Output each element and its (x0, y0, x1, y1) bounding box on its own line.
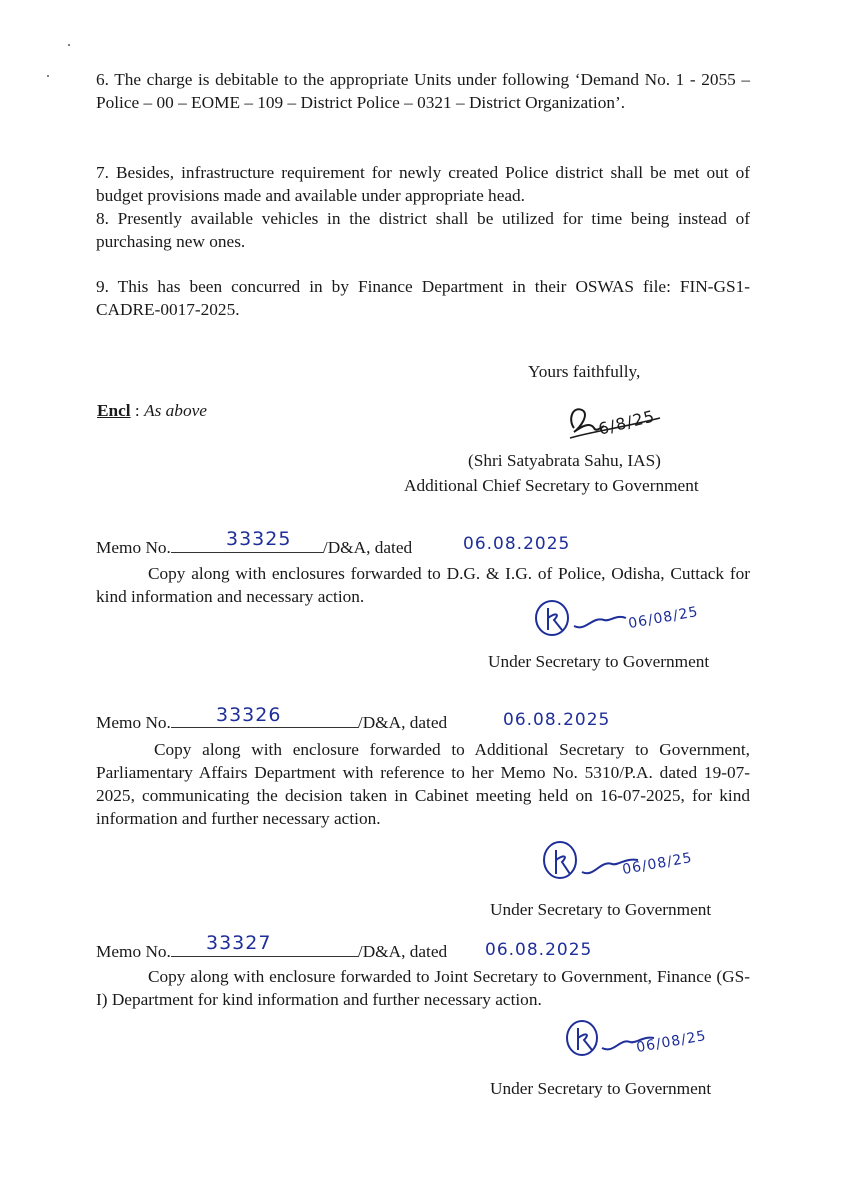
memo-1-date: 06.08.2025 (463, 534, 571, 554)
memo-1-signed-by: Under Secretary to Government (488, 652, 710, 671)
acs-signature-date: 6/8/25 (596, 406, 657, 439)
signatory-designation: Additional Chief Secretary to Government (404, 476, 699, 495)
scan-speck (68, 44, 70, 46)
enclosure-value: As above (144, 401, 207, 420)
memo-2-signed-by: Under Secretary to Government (490, 900, 712, 919)
memo-1-suffix: /D&A, dated (322, 538, 413, 557)
enclosure-line (97, 401, 207, 421)
memo-3-signed-by: Under Secretary to Government (490, 1079, 712, 1098)
memo-3-date: 06.08.2025 (485, 940, 593, 960)
memo-2-body: Copy along with enclosure forwarded to Additional Secretary to Government, Parliamentary Affairs Department with reference to her Memo No. 5310/P.A. dated 19-07-2025, communicating the decision taken in Cabinet meeting held on 16-07-2025, for kind information and further necessary action. (96, 740, 750, 828)
signatory-name: (Shri Satyabrata Sahu, IAS) (468, 451, 661, 470)
memo-3-header (96, 942, 447, 962)
scan-speck (47, 75, 49, 77)
enclosure-separator: : (130, 401, 145, 420)
memo-2-number: 33326 (216, 704, 282, 726)
memo-1-number: 33325 (226, 528, 292, 550)
memo-3-suffix: /D&A, dated (357, 942, 448, 961)
memo-3-number: 33327 (206, 932, 272, 954)
memo-2-date: 06.08.2025 (503, 710, 611, 730)
memo-1-signature-icon (530, 596, 640, 644)
memo-2-prefix: Memo No. (96, 713, 171, 732)
memo-1-signature-date: 06/08/25 (627, 603, 700, 633)
memo-3-prefix: Memo No. (96, 942, 171, 961)
memo-1-prefix: Memo No. (96, 538, 171, 557)
paragraph-7: 7. Besides, infrastructure requirement for newly created Police district shall be met out of budget provisions made and available under appropriate head. (96, 163, 750, 205)
paragraph-8: 8. Presently available vehicles in the district shall be utilized for time being instead of purchasing new ones. (96, 209, 750, 251)
memo-2-signature-date: 06/08/25 (621, 849, 694, 879)
paragraph-9: 9. This has been concurred in by Finance Department in their OSWAS file: FIN-GS1-CADRE-0017-2025. (96, 277, 750, 319)
memo-3-body: Copy along with enclosure forwarded to Joint Secretary to Government, Finance (GS-I) Department for kind information and further necessary action. (96, 967, 750, 1009)
memo-2-suffix: /D&A, dated (357, 713, 448, 732)
enclosure-label: Encl (97, 401, 131, 420)
memo-3-signature-date: 06/08/25 (635, 1027, 708, 1057)
paragraph-6: 6. The charge is debitable to the appropriate Units under following ‘Demand No. 1 - 2055 – Police – 00 – EOME – 109 – District Police – 0321 – District Organization’. (96, 70, 750, 112)
memo-1-body: Copy along with enclosures forwarded to D.G. & I.G. of Police, Odisha, Cuttack for kind information and necessary action. (96, 564, 750, 606)
closing-salutation: Yours faithfully, (528, 362, 641, 381)
